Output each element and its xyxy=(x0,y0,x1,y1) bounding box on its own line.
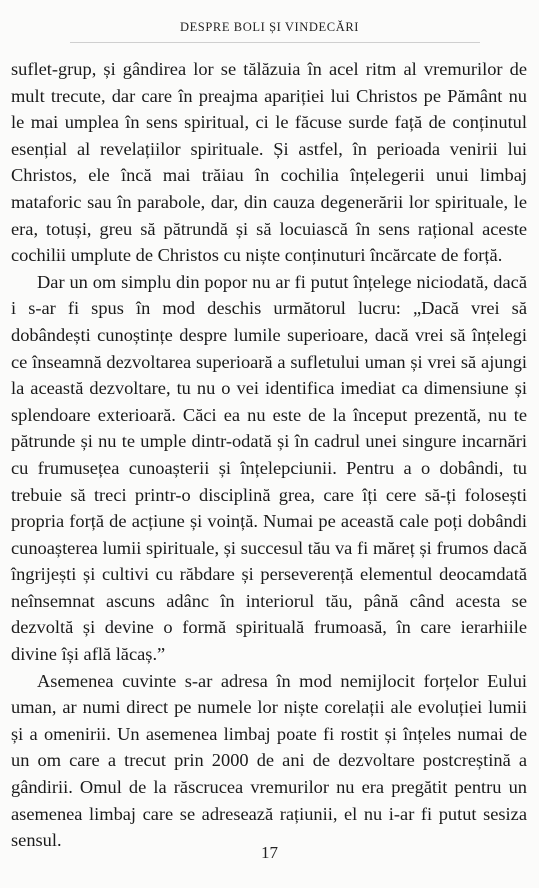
running-header: DESPRE BOLI ȘI VINDECĂRI xyxy=(179,20,360,34)
header-divider xyxy=(70,42,480,43)
page-number: 17 xyxy=(261,843,278,862)
paragraph-quote: Dar un om simplu din popor nu ar fi putut înțelege niciodată, dacă i s-ar fi spus în mod deschis următorul lucru: „Dacă vrei să dobândești cunoștințe despre lumile superioare, dacă vrei să înțelegi ce înseamnă dezvoltarea superioară a sufletului uman și vrei să ajungi la această dezvoltare, tu nu o vei identifica imediat ca dimensiune și splendoare exterioară. Căci ea nu este de la început prezentă, nu te pătrunde și nu te umple dintr-odată și în cadrul unei singure incarnări cu frumusețea cunoașterii și înțelepciunii. Pentru a o dobândi, tu trebuie să treci printr-o disciplină grea, care îți cere să-ți folosești propria forță de acțiune și voință. Numai pe această cale poți dobândi cunoașterea lumii spirituale, și succesul tău va fi măreț și frumos dacă îngrijești și cultivi cu răbdare și perseverență elementul deocamdată neînsemnat ascuns adânc în interiorul tău, până când acesta se dezvoltă și devine o formă spirituală frumoasă, în care ierarhiile divine își află lăcaș.” xyxy=(11,271,527,665)
paragraph-closing: Asemenea cuvinte s-ar adresa în mod nemijlocit forțelor Eului uman, ar numi direct pe numele lor niște corelații ale evoluției lumii și a omenirii. Un asemenea limbaj poate fi rostit și înțeles numai de un om care a trecut prin 2000 de ani de dezvoltare postcreștină a gândirii. Omul de la răscrucea vremurilor nu era pregătit pentru un asemenea limbaj care se adresează rațiunii, el nu i-ar fi putut sesiza sensul. xyxy=(11,670,527,851)
body-text xyxy=(11,56,527,854)
paragraph-continuation: suflet-grup, și gândirea lor se tălăzuia în acel ritm al vremurilor de mult trecute, dar care în preajma apariției lui Christos pe Pământ nu le mai umplea în sens spiritual, ci le făcuse surde față de conținutul esențial al revelațiilor spirituale. Și astfel, în perioada venirii lui Christos, ele încă mai trăiau în cochilia înțelegerii unui limbaj mataforic sau în parabole, dar, din cauza degenerării lor spirituale, le era, totuși, greu să pătrundă și să locuiască în sens rațional aceste cochilii umplute de Christos cu niște conținuturi încărcate de forță. xyxy=(11,59,527,266)
